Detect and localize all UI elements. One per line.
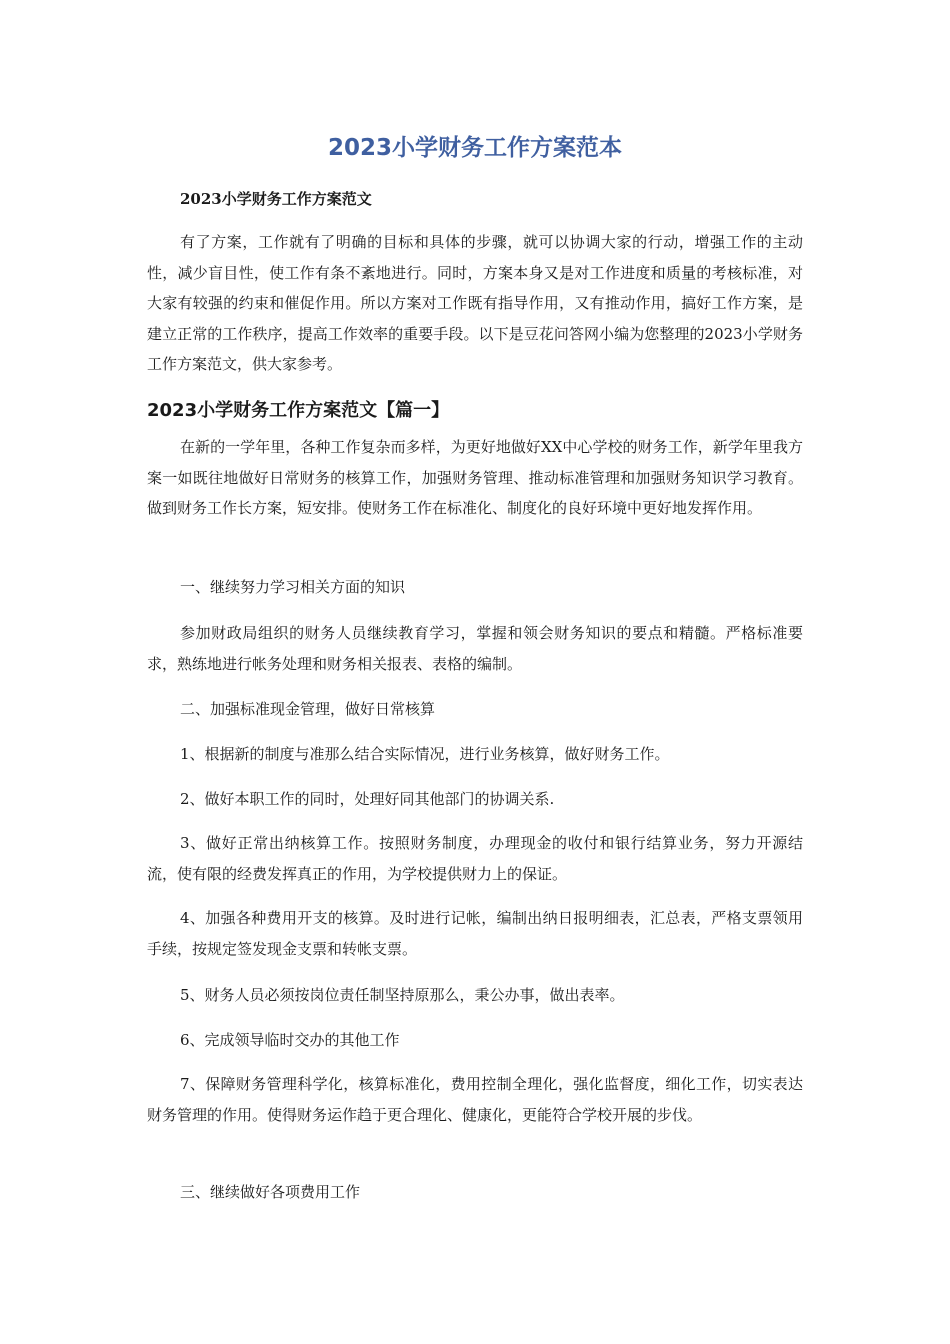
point-3: 3、做好正常出纳核算工作。按照财务制度，办理现金的收付和银行结算业务，努力开源结流，使有限的经费发挥真正的作用，为学校提供财力上的保证。 (147, 834, 803, 883)
point-4: 4、加强各种费用开支的核算。及时进行记帐，编制出纳日报明细表，汇总表，严格支票领用手续，按规定签发现金支票和转帐支票。 (147, 909, 803, 958)
document-subtitle: 2023小学财务工作方案范文 (180, 190, 372, 208)
section-intro-paragraph: 在新的一学年里，各种工作复杂而多样，为更好地做好XX中心学校的财务工作，新学年里我方案一如既往地做好日常财务的核算工作，加强财务管理、推动标准管理和加强财务知识学习教育。做到财务工作长方案，短安排。使财务工作在标准化、制度化的良好环境中更好地发挥作用。 (147, 438, 803, 517)
section-heading: 2023小学财务工作方案范文【篇一】 (147, 400, 450, 421)
point-6: 6、完成领导临时交办的其他工作 (180, 1031, 400, 1049)
item-2-heading: 二、加强标准现金管理，做好日常核算 (180, 700, 436, 718)
item-3-heading: 三、继续做好各项费用工作 (180, 1183, 361, 1201)
point-7: 7、保障财务管理科学化，核算标准化，费用控制全理化，强化监督度，细化工作，切实表达财务管理的作用。使得财务运作趋于更合理化、健康化，更能符合学校开展的步伐。 (147, 1075, 803, 1124)
point-2: 2、做好本职工作的同时，处理好同其他部门的协调关系. (180, 790, 555, 808)
item-1-heading: 一、继续努力学习相关方面的知识 (180, 578, 406, 596)
point-5: 5、财务人员必须按岗位责任制坚持原那么，秉公办事，做出表率。 (180, 986, 625, 1004)
intro-paragraph: 有了方案，工作就有了明确的目标和具体的步骤，就可以协调大家的行动，增强工作的主动性，减少盲目性，使工作有条不紊地进行。同时，方案本身又是对工作进度和质量的考核标准，对大家有较强的约束和催促作用。所以方案对工作既有指导作用，又有推动作用，搞好工作方案，是建立正常的工作秩序，提高工作效率的重要手段。以下是豆花问答网小编为您整理的2023小学财务工作方案范文，供大家参考。 (147, 233, 803, 373)
item-1-body: 参加财政局组织的财务人员继续教育学习，掌握和领会财务知识的要点和精髓。严格标准要求，熟练地进行帐务处理和财务相关报表、表格的编制。 (147, 624, 803, 673)
point-1: 1、根据新的制度与准那么结合实际情况，进行业务核算，做好财务工作。 (180, 745, 670, 763)
document-title: 2023小学财务工作方案范本 (327, 135, 622, 161)
